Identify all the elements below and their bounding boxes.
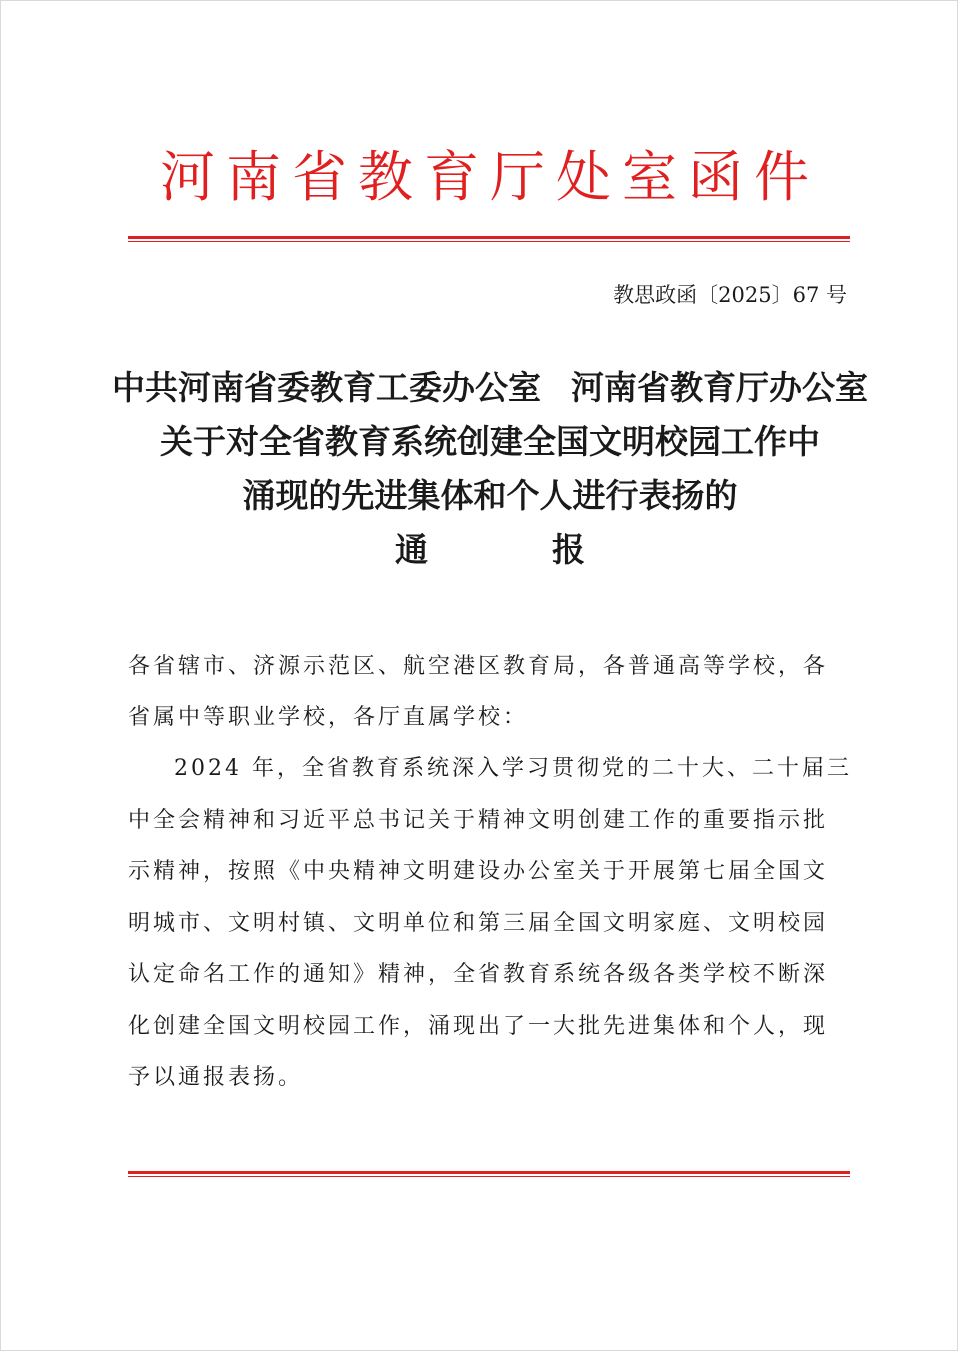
body-line: 认定命名工作的通知》精神，全省教育系统各级各类学校不断深 xyxy=(128,962,829,987)
title-line-1 xyxy=(101,361,879,415)
addressee-line-2: 省属中等职业学校，各厅直属学校： xyxy=(128,705,529,730)
title-notice-char-2: 报 xyxy=(552,530,585,569)
body-line: 2024 年，全省教育系统深入学习贯彻党的二十大、二十届三 xyxy=(174,756,852,781)
body-line: 化创建全国文明校园工作，涌现出了一大批先进集体和个人，现 xyxy=(128,1013,829,1039)
title-issuer-1: 中共河南省委教育工委办公室 xyxy=(112,368,541,407)
body-line: 予以通报表扬。 xyxy=(128,1065,304,1090)
title-line-2: 关于对全省教育系统创建全国文明校园工作中 xyxy=(160,422,820,461)
body-line: 中全会精神和习近平总书记关于精神文明创建工作的重要指示批 xyxy=(128,807,829,833)
body-line: 示精神，按照《中央精神文明建设办公室关于开展第七届全国文 xyxy=(128,859,829,884)
title-line-3: 涌现的先进集体和个人进行表扬的 xyxy=(242,476,738,515)
footer-red-rule xyxy=(128,1171,850,1177)
addressee xyxy=(128,641,852,743)
masthead-red-rule xyxy=(128,236,850,242)
masthead-title: 河南省教育厅处室函件 xyxy=(159,145,820,209)
title-issuer-2: 河南省教育厅办公室 xyxy=(571,368,868,407)
body-line: 明城市、文明村镇、文明单位和第三届全国文明家庭、文明校园 xyxy=(128,910,829,936)
body-paragraph xyxy=(128,743,852,1104)
title-line-4 xyxy=(101,523,879,577)
document-title xyxy=(101,361,879,577)
document-number: 教思政函〔2025〕67 号 xyxy=(613,283,847,307)
addressee-line-1: 各省辖市、济源示范区、航空港区教育局，各普通高等学校，各 xyxy=(128,654,829,679)
title-notice-char-1: 通 xyxy=(395,530,428,569)
